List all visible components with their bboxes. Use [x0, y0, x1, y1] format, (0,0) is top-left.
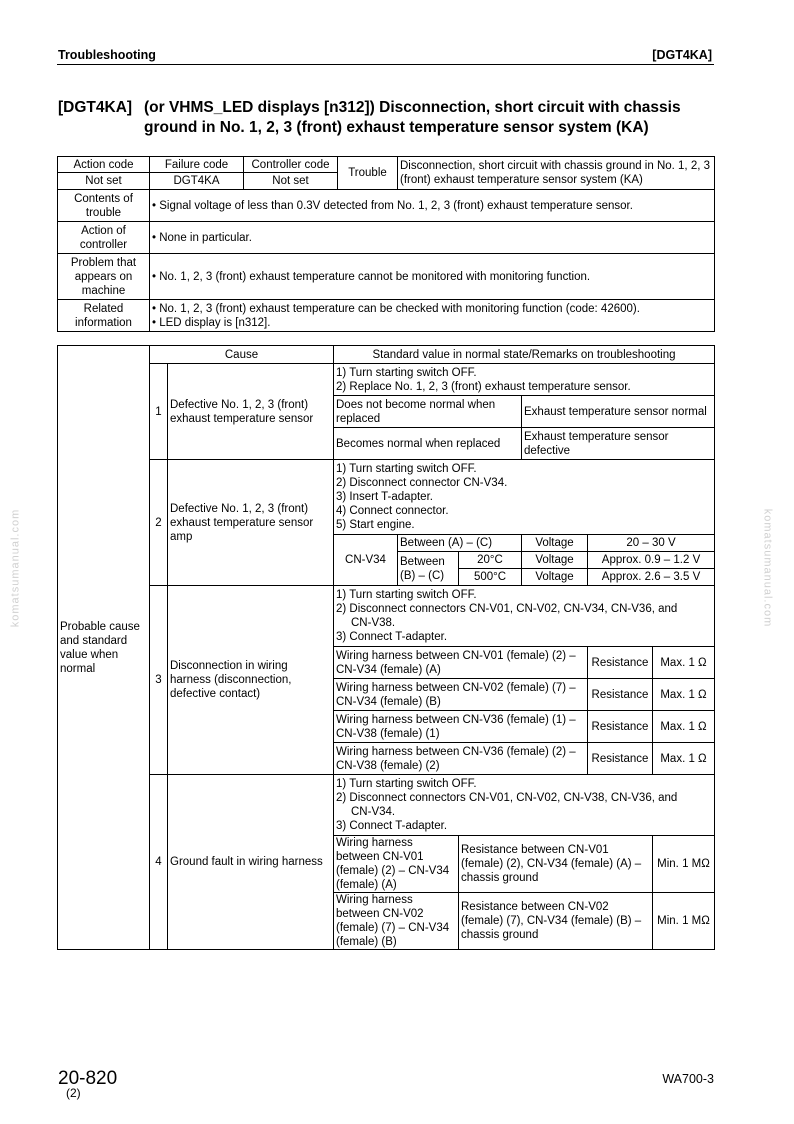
step: 5) Start engine. — [336, 519, 415, 531]
step: 3) Insert T-adapter. — [336, 491, 433, 503]
cause-3-text: Disconnection in wiring harness (disconnection, defective contact) — [168, 586, 334, 775]
cause-2-steps — [334, 460, 715, 535]
cause-2-type-2: Voltage — [522, 552, 588, 569]
watermark-left: komatsumanual.com — [9, 508, 22, 628]
cause-2-number: 2 — [150, 460, 168, 586]
cause-3-max-2: Max. 1 Ω — [653, 679, 715, 711]
cause-4-steps — [334, 775, 715, 836]
action-code-value: Not set — [58, 173, 150, 190]
cause-2-between-2: Between (B) – (C) — [398, 552, 459, 586]
side-label: Probable cause and standard value when normal — [58, 346, 150, 950]
step: 3) Connect T-adapter. — [336, 820, 448, 832]
failure-code-label: Failure code — [150, 157, 244, 173]
cause-4-min-1: Min. 1 MΩ — [653, 836, 715, 893]
cause-2-value-1: 20 – 30 V — [588, 535, 715, 552]
step: 2) Disconnect connectors CN-V01, CN-V02, CN-V34, CN-V36, and — [336, 603, 678, 615]
related-text — [150, 300, 715, 332]
cause-2-type-3: Voltage — [522, 569, 588, 586]
problem-label: Problem that appears on machine — [58, 254, 150, 300]
step: CN-V34. — [351, 806, 396, 818]
action-code-label: Action code — [58, 157, 150, 173]
cause-2-value-2: Approx. 0.9 – 1.2 V — [588, 552, 715, 569]
trouble-label: Trouble — [338, 157, 398, 190]
cause-1-steps — [334, 364, 715, 396]
cause-3-harness-3: Wiring harness between CN-V36 (female) (1) – CN-V38 (female) (1) — [334, 711, 588, 743]
cause-3-number: 3 — [150, 586, 168, 775]
cause-3-max-1: Max. 1 Ω — [653, 647, 715, 679]
cause-3-steps — [334, 586, 715, 647]
cause-1-number: 1 — [150, 364, 168, 460]
footer-page-sub: (2) — [66, 1086, 81, 1100]
cause-4-text: Ground fault in wiring harness — [168, 775, 334, 950]
cause-1-condition-1: Does not become normal when replaced — [334, 396, 522, 428]
cause-4-harness-2: Wiring harness between CN-V02 (female) (7) – CN-V34 (female) (B) — [334, 893, 459, 950]
cause-2-connector: CN-V34 — [334, 535, 398, 586]
cause-4-resistance-2: Resistance between CN-V02 (female) (7), CN-V34 (female) (B) – chassis ground — [459, 893, 653, 950]
cause-3-resistance-3: Resistance — [588, 711, 653, 743]
action-label: Action of controller — [58, 222, 150, 254]
cause-4-number: 4 — [150, 775, 168, 950]
cause-3-harness-2: Wiring harness between CN-V02 (female) (7) – CN-V34 (female) (B) — [334, 679, 588, 711]
cause-1-text: Defective No. 1, 2, 3 (front) exhaust temperature sensor — [168, 364, 334, 460]
cause-2-type-1: Voltage — [522, 535, 588, 552]
related-line-2: • LED display is [n312]. — [152, 316, 271, 329]
header-section: Troubleshooting — [58, 48, 156, 62]
header-rule — [57, 64, 714, 65]
failure-code-value: DGT4KA — [150, 173, 244, 190]
step: 2) Disconnect connectors CN-V01, CN-V02, CN-V38, CN-V36, and — [336, 792, 678, 804]
header-code: [DGT4KA] — [652, 48, 712, 62]
problem-text: • No. 1, 2, 3 (front) exhaust temperature cannot be monitored with monitoring function. — [150, 254, 715, 300]
cause-header: Cause — [150, 346, 334, 364]
cause-4-min-2: Min. 1 MΩ — [653, 893, 715, 950]
cause-1-result-1: Exhaust temperature sensor normal — [522, 396, 715, 428]
cause-3-harness-4: Wiring harness between CN-V36 (female) (2) – CN-V38 (female) (2) — [334, 743, 588, 775]
title-code: [DGT4KA] — [58, 99, 133, 116]
step: CN-V38. — [351, 617, 396, 629]
contents-label: Contents of trouble — [58, 190, 150, 222]
cause-3-resistance-4: Resistance — [588, 743, 653, 775]
cause-table — [57, 345, 715, 950]
step: 1) Turn starting switch OFF. — [336, 778, 477, 790]
step: 1) Turn starting switch OFF. — [336, 463, 477, 475]
cause-1-result-2: Exhaust temperature sensor defective — [522, 428, 715, 460]
footer-page-number: 20-820 — [58, 1068, 118, 1089]
step: 2) Replace No. 1, 2, 3 (front) exhaust temperature sensor. — [336, 380, 631, 393]
related-line-1: • No. 1, 2, 3 (front) exhaust temperature can be checked with monitoring function (code: 42600). — [152, 302, 640, 315]
step: 1) Turn starting switch OFF. — [336, 366, 477, 379]
step: 2) Disconnect connector CN-V34. — [336, 477, 508, 489]
contents-text: • Signal voltage of less than 0.3V detected from No. 1, 2, 3 (front) exhaust temperature sensor. — [150, 190, 715, 222]
cause-2-text: Defective No. 1, 2, 3 (front) exhaust temperature sensor amp — [168, 460, 334, 586]
cause-4-resistance-1: Resistance between CN-V01 (female) (2), CN-V34 (female) (A) – chassis ground — [459, 836, 653, 893]
standard-header: Standard value in normal state/Remarks on troubleshooting — [334, 346, 715, 364]
title-text: (or VHMS_LED displays [n312]) Disconnection, short circuit with chassis ground in No. 1, 2, 3 (front) exhaust temperature sensor system (KA) — [144, 99, 681, 136]
step: 4) Connect connector. — [336, 505, 449, 517]
info-table — [57, 156, 715, 332]
step: 3) Connect T-adapter. — [336, 631, 448, 643]
cause-1-condition-2: Becomes normal when replaced — [334, 428, 522, 460]
cause-3-resistance-1: Resistance — [588, 647, 653, 679]
controller-code-label: Controller code — [244, 157, 338, 173]
action-text: • None in particular. — [150, 222, 715, 254]
trouble-text: Disconnection, short circuit with chassis ground in No. 1, 2, 3 (front) exhaust temperature sensor system (KA) — [398, 157, 715, 190]
footer-model: WA700-3 — [662, 1072, 714, 1086]
cause-2-temp-1: 20°C — [459, 552, 522, 569]
cause-2-between-1: Between (A) – (C) — [398, 535, 522, 552]
related-label: Related information — [58, 300, 150, 332]
cause-3-harness-1: Wiring harness between CN-V01 (female) (2) – CN-V34 (female) (A) — [334, 647, 588, 679]
step: 1) Turn starting switch OFF. — [336, 589, 477, 601]
cause-2-temp-2: 500°C — [459, 569, 522, 586]
controller-code-value: Not set — [244, 173, 338, 190]
cause-3-max-4: Max. 1 Ω — [653, 743, 715, 775]
cause-2-value-3: Approx. 2.6 – 3.5 V — [588, 569, 715, 586]
cause-4-harness-1: Wiring harness between CN-V01 (female) (2) – CN-V34 (female) (A) — [334, 836, 459, 893]
cause-3-resistance-2: Resistance — [588, 679, 653, 711]
watermark-right: komatsumanual.com — [761, 508, 774, 628]
cause-3-max-3: Max. 1 Ω — [653, 711, 715, 743]
